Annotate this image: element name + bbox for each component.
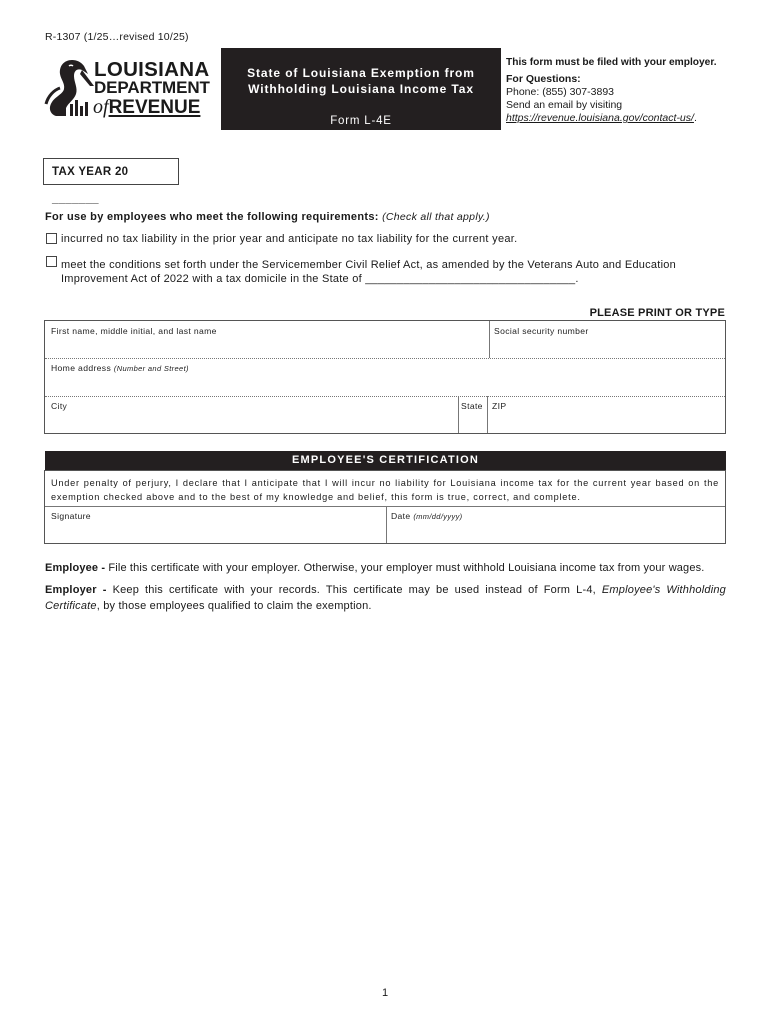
address-field[interactable] xyxy=(51,363,189,373)
department-logo xyxy=(44,56,210,120)
phone-number: Phone: (855) 307-3893 xyxy=(506,86,614,98)
employer-text2: , by those employees qualified to claim the exemption. xyxy=(96,600,372,612)
email-text: Send an email by visiting xyxy=(506,99,623,111)
employee-text: File this certificate with your employer. Otherwise, your employer must withhold Louisiana income tax from your wages. xyxy=(105,562,705,574)
employee-note xyxy=(45,560,726,576)
questions-label: For Questions: xyxy=(506,73,581,85)
title-line1: State of Louisiana Exemption from xyxy=(247,66,475,80)
employer-form-name: Employee's Withholding Certificate xyxy=(45,584,726,612)
requirements-heading-text: For use by employees who meet the following requirements: xyxy=(45,211,379,223)
contact-link[interactable]: https://revenue.louisiana.gov/contact-us/ xyxy=(506,112,694,124)
url-period: . xyxy=(693,112,697,124)
logo-revenue: REVENUE xyxy=(108,97,201,118)
signature-field[interactable]: Signature xyxy=(51,511,91,521)
logo-line1: LOUISIANA xyxy=(94,58,210,81)
employee-label: Employee - xyxy=(45,562,106,574)
form-title-box xyxy=(221,48,501,130)
employee-info-grid xyxy=(44,320,726,434)
certification-heading: EMPLOYEE'S CERTIFICATION xyxy=(45,451,726,470)
cert-divider xyxy=(386,506,387,543)
logo-line2: DEPARTMENT xyxy=(94,78,210,97)
employer-text1: Keep this certificate with your records. This certificate may be used instead of Form L-4, xyxy=(106,584,602,596)
filing-note: This form must be filed with your employer. xyxy=(506,57,717,68)
grid-divider xyxy=(489,321,490,358)
page-number: 1 xyxy=(381,987,389,999)
grid-divider xyxy=(458,396,459,433)
ssn-field[interactable]: Social security number xyxy=(494,326,589,336)
pelican-icon xyxy=(44,56,96,118)
requirements-heading xyxy=(45,211,490,223)
employer-label: Employer - xyxy=(45,584,107,596)
certification-text: Under penalty of perjury, I declare that I anticipate that I will incur no liability for Louisiana income tax for the current year based on the exemption checked above and to the best of my knowledge and belief, this form is true, correct, and complete. xyxy=(51,478,719,502)
title-line2: Withholding Louisiana Income Tax xyxy=(248,82,474,96)
employer-note xyxy=(45,582,726,614)
zip-field[interactable]: ZIP xyxy=(492,401,507,411)
logo-line3 xyxy=(93,96,200,119)
no-liability-checkbox[interactable] xyxy=(46,233,57,244)
city-field[interactable]: City xyxy=(51,401,68,411)
date-hint: (mm/dd/yyyy) xyxy=(413,512,463,521)
tax-year-field[interactable]: TAX YEAR 20 _______ xyxy=(43,158,179,185)
date-label: Date xyxy=(391,511,411,521)
name-field[interactable]: First name, middle initial, and last name xyxy=(51,326,217,336)
grid-divider xyxy=(45,396,725,397)
contact-info xyxy=(506,56,736,125)
requirements-note: (Check all that apply.) xyxy=(382,211,490,223)
address-hint: (Number and Street) xyxy=(113,364,189,373)
form-name: Form L-4E xyxy=(330,115,392,127)
logo-of: of xyxy=(93,96,109,118)
address-label: Home address xyxy=(51,363,112,373)
state-field[interactable]: State xyxy=(461,401,483,411)
form-code: R-1307 (1/25…revised 10/25) xyxy=(45,31,189,43)
cert-divider xyxy=(45,506,725,507)
grid-divider xyxy=(487,396,488,433)
print-instruction: PLEASE PRINT OR TYPE xyxy=(589,307,725,319)
servicemember-label-line1: meet the conditions set forth under the Servicemember Civil Relief Act, as amended by the Veterans Auto and Education xyxy=(61,259,677,271)
certification-box xyxy=(44,470,726,544)
no-liability-label: incurred no tax liability in the prior year and anticipate no tax liability for the current year. xyxy=(61,233,518,245)
grid-divider xyxy=(45,358,725,359)
servicemember-checkbox[interactable] xyxy=(46,256,57,267)
date-field[interactable] xyxy=(391,511,463,521)
servicemember-label-line2: Improvement Act of 2022 with a tax domicile in the State of _________________________________. xyxy=(61,273,579,285)
